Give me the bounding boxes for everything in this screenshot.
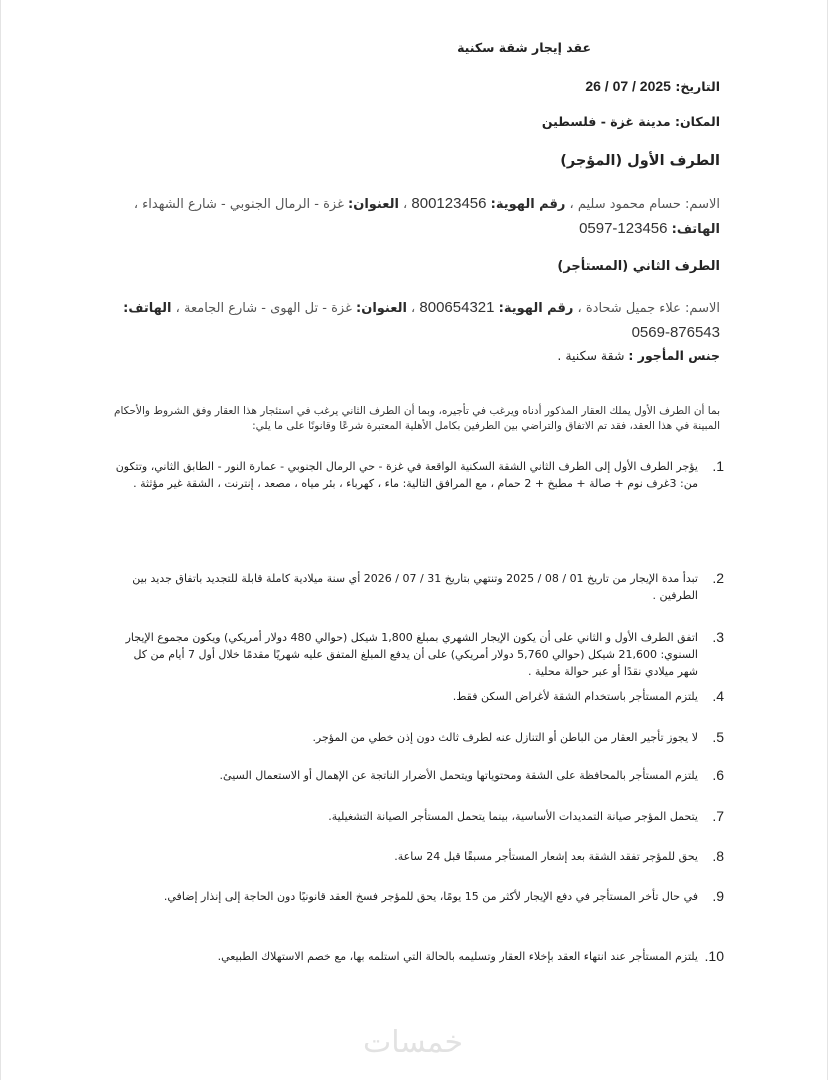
second-party-info: الاسم: علاء جميل شحادة ، رقم الهوية: 800654321 ، العنوان: غزة - تل الهوى - شارع الجامعة ، الهاتف: 0569-876543 [123, 299, 720, 341]
date-line [585, 78, 720, 94]
first-party-id-label: رقم الهوية: [490, 197, 566, 212]
contract-intro: بما أن الطرف الأول يملك العقار المذكور أدناه ويرغب في تأجيره، وبما أن الطرف الثاني يرغب في استئجار هذا العقار وفق الشروط والأحكام المبينة في هذا العقد، فقد تم الاتفاق والتراضي بين الطرفين بكامل الأهلية المعتبرة شرعًا وقانونًا على ما يلي: [113, 405, 720, 432]
clause-2 [110, 570, 724, 604]
second-party-id: 800654321 [419, 299, 495, 316]
clause-text: يلتزم المستأجر عند انتهاء العقد بإخلاء العقار وتسليمه بالحالة التي استلمه بها، مع خصم الاستهلاك الطبيعي. [217, 950, 698, 963]
clause-number: 7. [712, 808, 724, 824]
clause-8 [110, 848, 724, 865]
first-party-name: حسام محمود سليم ، [569, 197, 681, 212]
clause-text: يحق للمؤجر تفقد الشقة بعد إشعار المستأجر مسبقًا قبل 24 ساعة. [394, 850, 698, 863]
place-line [542, 114, 720, 129]
clause-text: تبدأ مدة الإيجار من تاريخ 01 / 08 / 2025 وتنتهي بتاريخ 31 / 07 / 2026 أي سنة ميلادية كاملة قابلة للتجديد باتفاق جديد بين الطرفين . [132, 572, 698, 602]
clause-text: اتفق الطرف الأول و الثاني على أن يكون الإيجار الشهري بمبلغ 1,800 شيكل (حوالي 480 دولار أمريكي) ويكون مجموع الإيجار السنوي: 21,600 شيكل (حوالي 5,760 دولار أمريكي) على أن يدفع المبلغ المتفق عليه شهريًا مقدمًا خلال أول 7 أيام من كل شهر ميلادي نقدًا أو عبر حوالة محلية . [125, 631, 698, 678]
clause-9 [110, 888, 724, 905]
first-party-address-label: العنوان: [348, 197, 399, 212]
clause-number: 6. [712, 767, 724, 783]
place-label: المكان: [675, 114, 720, 129]
clause-number: 3. [712, 629, 724, 645]
clause-4 [110, 688, 724, 705]
second-party-address-label: العنوان: [356, 301, 407, 316]
first-party-phone-label: الهاتف: [671, 222, 720, 237]
first-party-heading: الطرف الأول (المؤجر) [560, 153, 720, 169]
clause-6 [110, 767, 724, 784]
second-party-id-label: رقم الهوية: [498, 301, 574, 316]
clause-1 [110, 458, 724, 492]
first-party-id: 800123456 [411, 195, 487, 212]
document-title: عقد إيجار شقة سكنية [457, 40, 591, 55]
date-label: التاريخ: [675, 79, 720, 94]
first-party-name-label: الاسم: [685, 197, 720, 212]
leased-type-label: جنس المأجور : [628, 348, 720, 363]
clause-10 [110, 948, 724, 965]
first-party-info: الاسم: حسام محمود سليم ، رقم الهوية: 800123456 ، العنوان: غزة - الرمال الجنوبي - شارع الشهداء ، الهاتف: 0597-123456 [133, 195, 720, 237]
watermark-logo: خمسات [363, 1025, 464, 1060]
leased-type-line [557, 348, 720, 363]
place-value: مدينة غزة - فلسطين [541, 114, 671, 129]
clause-number: 2. [712, 570, 724, 586]
clause-number: 1. [712, 458, 724, 474]
clause-3 [110, 629, 724, 680]
clause-text: يلتزم المستأجر باستخدام الشقة لأغراض السكن فقط. [452, 690, 698, 703]
clause-7 [110, 808, 724, 825]
second-party-heading: الطرف الثاني (المستأجر) [557, 259, 720, 274]
clause-number: 5. [712, 729, 724, 745]
clause-text: يتحمل المؤجر صيانة التمديدات الأساسية، بينما يتحمل المستأجر الصيانة التشغيلية. [328, 810, 698, 823]
clause-text: في حال تأخر المستأجر في دفع الإيجار لأكثر من 15 يومًا، يحق للمؤجر فسخ العقد قانونيًا دون الحاجة إلى إنذار إضافي. [163, 890, 698, 903]
clause-number: 4. [712, 688, 724, 704]
date-value: 26 / 07 / 2025 [585, 78, 671, 94]
second-party-phone-label: الهاتف: [123, 301, 172, 316]
clause-5 [110, 729, 724, 746]
clause-number: 8. [712, 848, 724, 864]
second-party-name: علاء جميل شحادة ، [577, 301, 681, 316]
leased-type-value: شقة سكنية . [557, 348, 625, 363]
clause-text: يؤجر الطرف الأول إلى الطرف الثاني الشقة السكنية الواقعة في غزة - حي الرمال الجنوبي - عمارة النور - الطابق الثاني، وتتكون من: 3غرف نوم + صالة + مطبخ + 2 حمام ، مع المرافق التالية: ماء ، كهرباء ، بئر مياه ، مصعد ، إنترنت ، الشقة غير مؤثثة . [115, 460, 698, 490]
clause-text: لا يجوز تأجير العقار من الباطن أو التنازل عنه لطرف ثالث دون إذن خطي من المؤجر. [312, 731, 698, 744]
second-party-name-label: الاسم: [685, 301, 720, 316]
clause-text: يلتزم المستأجر بالمحافظة على الشقة ومحتوياتها ويتحمل الأضرار الناتجة عن الإهمال أو الاستعمال السيئ. [219, 769, 698, 782]
second-party-address: غزة - تل الهوى - شارع الجامعة ، [175, 301, 352, 316]
first-party-address: غزة - الرمال الجنوبي - شارع الشهداء ، [133, 197, 344, 212]
second-party-phone: 0569-876543 [631, 324, 720, 341]
clause-number: 9. [712, 888, 724, 904]
clause-number: 10. [704, 948, 724, 964]
first-party-phone: 0597-123456 [579, 220, 668, 237]
